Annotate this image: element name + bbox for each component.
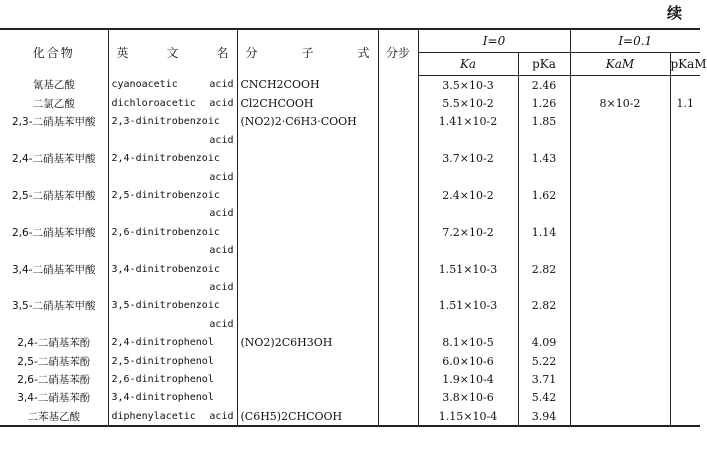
formula-cell <box>237 352 378 370</box>
formula-cell: (NO2)2C6H3OH <box>237 333 378 351</box>
empty-cell <box>570 131 670 149</box>
ka-cell: 1.51×10-3 <box>418 260 518 278</box>
english-name-cell <box>108 186 237 204</box>
empty-cell <box>237 242 378 260</box>
kam-cell <box>570 389 670 407</box>
pkam-cell <box>670 297 700 315</box>
empty-cell <box>378 168 418 186</box>
pka-cell: 1.14 <box>518 223 570 241</box>
table-row <box>0 205 700 223</box>
empty-cell <box>237 131 378 149</box>
english-name-cell <box>108 333 237 351</box>
step-cell <box>378 260 418 278</box>
compound-cell: 2,6-二硝基苯酚 <box>0 370 108 388</box>
english-name-word: 3,4-dinitrophenol <box>111 392 214 404</box>
english-name-word: 3,4-dinitrobenzoic <box>111 263 220 275</box>
formula-cell: CNCH2COOH <box>237 76 378 95</box>
dissociation-constant-table <box>0 28 707 427</box>
kam-cell <box>570 150 670 168</box>
table-row <box>0 389 700 407</box>
pkam-cell <box>670 389 700 407</box>
step-cell <box>378 113 418 131</box>
empty-cell <box>418 242 518 260</box>
step-cell <box>378 370 418 388</box>
pkam-cell <box>670 407 700 426</box>
empty-cell <box>378 131 418 149</box>
empty-cell <box>418 168 518 186</box>
ka-cell: 6.0×10-6 <box>418 352 518 370</box>
pka-cell: 1.85 <box>518 113 570 131</box>
step-cell <box>378 407 418 426</box>
pkam-cell <box>670 223 700 241</box>
kam-cell <box>570 370 670 388</box>
header-english-name: 英 文 名 <box>108 29 237 76</box>
pka-cell: 1.43 <box>518 150 570 168</box>
empty-cell <box>518 315 570 333</box>
english-name-cell <box>108 297 237 315</box>
english-name-word: diphenylacetic <box>111 410 196 422</box>
pka-cell: 2.46 <box>518 76 570 95</box>
compound-cell: 3,5-二硝基苯甲酸 <box>0 297 108 315</box>
pkam-cell <box>670 370 700 388</box>
ka-cell: 1.9×10-4 <box>418 370 518 388</box>
step-cell <box>378 94 418 112</box>
formula-cell: (NO2)2·C6H3·COOH <box>237 113 378 131</box>
formula-cell <box>237 260 378 278</box>
header-ionic-strength-01: I=0.1 <box>570 29 700 53</box>
english-name-cell <box>108 352 237 370</box>
header-formula: 分 子 式 <box>237 29 378 76</box>
empty-cell <box>378 242 418 260</box>
pkam-cell <box>670 352 700 370</box>
english-name-cell <box>108 94 237 112</box>
compound-cell: 二苯基乙酸 <box>0 407 108 426</box>
compound-cell: 3,4-二硝基苯甲酸 <box>0 260 108 278</box>
pka-cell: 5.42 <box>518 389 570 407</box>
english-name-word: 2,5-dinitrobenzoic <box>111 190 220 202</box>
empty-cell <box>570 205 670 223</box>
table-row <box>0 113 700 131</box>
header-pka: pKa <box>518 53 570 76</box>
ka-cell: 8.1×10-5 <box>418 333 518 351</box>
english-name-word: 2,4-dinitrophenol <box>111 337 214 349</box>
empty-cell <box>518 168 570 186</box>
empty-cell <box>418 131 518 149</box>
step-cell <box>378 389 418 407</box>
kam-cell <box>570 223 670 241</box>
table-row <box>0 76 700 95</box>
english-name-suffix: acid <box>209 410 234 422</box>
step-cell <box>378 150 418 168</box>
formula-cell: Cl2CHCOOH <box>237 94 378 112</box>
formula-cell <box>237 150 378 168</box>
formula-cell <box>237 389 378 407</box>
table-row <box>0 131 700 149</box>
english-name-word: 2,6-dinitrobenzoic <box>111 226 220 238</box>
pkam-cell <box>670 150 700 168</box>
pkam-cell <box>670 260 700 278</box>
ka-cell: 1.41×10-2 <box>418 113 518 131</box>
pka-cell: 3.71 <box>518 370 570 388</box>
step-cell <box>378 297 418 315</box>
empty-cell <box>670 168 700 186</box>
kam-cell <box>570 352 670 370</box>
empty-cell <box>670 131 700 149</box>
english-name-suffix: acid <box>209 98 234 110</box>
empty-cell <box>518 205 570 223</box>
table-row <box>0 150 700 168</box>
english-name-word: 2,3-dinitrobenzoic <box>111 116 220 128</box>
english-name-continuation: acid <box>108 242 237 260</box>
pka-cell: 1.26 <box>518 94 570 112</box>
formula-cell <box>237 186 378 204</box>
kam-cell <box>570 76 670 95</box>
pkam-cell: 1.1 <box>670 94 700 112</box>
step-cell <box>378 223 418 241</box>
empty-cell <box>418 278 518 296</box>
step-cell <box>378 333 418 351</box>
empty-cell <box>518 242 570 260</box>
empty-cell <box>237 315 378 333</box>
empty-cell <box>670 242 700 260</box>
ka-cell: 1.51×10-3 <box>418 297 518 315</box>
header-pkam: pKaM <box>670 53 700 76</box>
pka-cell: 1.62 <box>518 186 570 204</box>
compound-cell <box>0 131 108 149</box>
table-row <box>0 168 700 186</box>
step-cell <box>378 186 418 204</box>
continued-label: 续 <box>666 4 682 22</box>
pkam-cell <box>670 113 700 131</box>
kam-cell <box>570 333 670 351</box>
table-row <box>0 315 700 333</box>
header-step: 分步 <box>378 29 418 76</box>
ka-cell: 3.7×10-2 <box>418 150 518 168</box>
compound-cell: 2,4-二硝基苯甲酸 <box>0 150 108 168</box>
empty-cell <box>378 278 418 296</box>
ka-cell: 5.5×10-2 <box>418 94 518 112</box>
compound-cell <box>0 278 108 296</box>
english-name-cell <box>108 150 237 168</box>
empty-cell <box>418 205 518 223</box>
table-row <box>0 94 700 112</box>
header-ionic-strength-0: I=0 <box>418 29 570 53</box>
english-name-suffix: acid <box>209 79 234 91</box>
compound-cell: 2,5-二硝基苯酚 <box>0 352 108 370</box>
empty-cell <box>378 205 418 223</box>
table-row <box>0 333 700 351</box>
compound-cell: 二氯乙酸 <box>0 94 108 112</box>
kam-cell <box>570 260 670 278</box>
kam-cell <box>570 297 670 315</box>
step-cell <box>378 352 418 370</box>
compound-cell: 2,6-二硝基苯甲酸 <box>0 223 108 241</box>
english-name-continuation: acid <box>108 315 237 333</box>
compound-cell: 3,4-二硝基苯酚 <box>0 389 108 407</box>
english-name-word: 2,5-dinitrophenol <box>111 355 214 367</box>
empty-cell <box>570 278 670 296</box>
step-cell <box>378 76 418 95</box>
empty-cell <box>670 315 700 333</box>
pka-cell: 2.82 <box>518 297 570 315</box>
compound-cell: 2,3-二硝基苯甲酸 <box>0 113 108 131</box>
pka-cell: 5.22 <box>518 352 570 370</box>
english-name-continuation: acid <box>108 278 237 296</box>
table-row <box>0 278 700 296</box>
english-name-continuation: acid <box>108 168 237 186</box>
empty-cell <box>570 242 670 260</box>
empty-cell <box>237 278 378 296</box>
english-name-cell <box>108 223 237 241</box>
table-row <box>0 352 700 370</box>
header-compound: 化合物 <box>0 29 108 76</box>
pka-cell: 4.09 <box>518 333 570 351</box>
pkam-cell <box>670 186 700 204</box>
ka-cell: 7.2×10-2 <box>418 223 518 241</box>
kam-cell <box>570 113 670 131</box>
table-row <box>0 370 700 388</box>
ka-cell: 1.15×10-4 <box>418 407 518 426</box>
table-row <box>0 242 700 260</box>
compound-cell: 氰基乙酸 <box>0 76 108 95</box>
english-name-cell <box>108 260 237 278</box>
kam-cell <box>570 407 670 426</box>
english-name-cell <box>108 407 237 426</box>
ka-cell: 3.5×10-3 <box>418 76 518 95</box>
kam-cell <box>570 186 670 204</box>
english-name-continuation: acid <box>108 131 237 149</box>
ka-cell: 2.4×10-2 <box>418 186 518 204</box>
table-row <box>0 260 700 278</box>
english-name-cell <box>108 370 237 388</box>
compound-cell: 2,4-二硝基苯酚 <box>0 333 108 351</box>
formula-cell <box>237 297 378 315</box>
table-row <box>0 297 700 315</box>
table-row <box>0 223 700 241</box>
english-name-continuation: acid <box>108 205 237 223</box>
compound-cell: 2,5-二硝基苯甲酸 <box>0 186 108 204</box>
empty-cell <box>237 205 378 223</box>
table-row <box>0 186 700 204</box>
table-row <box>0 407 700 426</box>
header-kam: KaM <box>570 53 670 76</box>
formula-cell <box>237 223 378 241</box>
english-name-word: cyanoacetic <box>111 79 178 91</box>
pkam-cell <box>670 333 700 351</box>
pka-cell: 2.82 <box>518 260 570 278</box>
formula-cell <box>237 370 378 388</box>
empty-cell <box>570 168 670 186</box>
compound-cell <box>0 242 108 260</box>
header-ka: Ka <box>418 53 518 76</box>
empty-cell <box>518 131 570 149</box>
empty-cell <box>670 278 700 296</box>
ka-cell: 3.8×10-6 <box>418 389 518 407</box>
empty-cell <box>378 315 418 333</box>
empty-cell <box>518 278 570 296</box>
pkam-cell <box>670 76 700 95</box>
english-name-word: 2,4-dinitrobenzoic <box>111 153 220 165</box>
english-name-word: 2,6-dinitrophenol <box>111 373 214 385</box>
kam-cell: 8×10-2 <box>570 94 670 112</box>
pka-cell: 3.94 <box>518 407 570 426</box>
english-name-cell <box>108 76 237 95</box>
empty-cell <box>418 315 518 333</box>
english-name-cell <box>108 113 237 131</box>
empty-cell <box>570 315 670 333</box>
english-name-cell <box>108 389 237 407</box>
compound-cell <box>0 315 108 333</box>
empty-cell <box>670 205 700 223</box>
english-name-word: dichloroacetic <box>111 98 196 110</box>
compound-cell <box>0 205 108 223</box>
empty-cell <box>237 168 378 186</box>
english-name-word: 3,5-dinitrobenzoic <box>111 300 220 312</box>
formula-cell: (C6H5)2CHCOOH <box>237 407 378 426</box>
compound-cell <box>0 168 108 186</box>
